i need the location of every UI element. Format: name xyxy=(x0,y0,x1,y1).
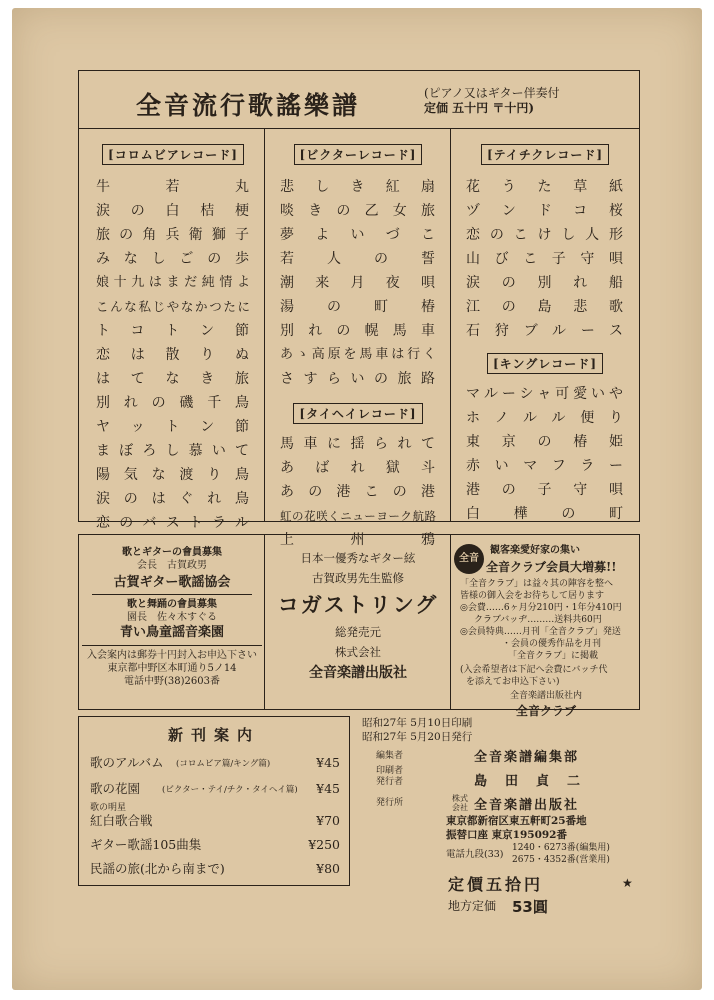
club-badge-fee: クラブバッヂ………送料共60円 xyxy=(474,615,602,625)
victor-label: [ ビクターレコード ] xyxy=(294,144,423,165)
song-item: 港の子守唄 xyxy=(466,482,624,498)
teichiku-column xyxy=(466,144,624,526)
ad-company-type: 株式会社 xyxy=(335,645,381,659)
book-name: 歌のアルバム xyxy=(90,755,164,770)
book-price: ¥80 xyxy=(316,861,340,876)
printer-label: 印刷者 xyxy=(376,766,404,776)
column-divider-1 xyxy=(264,128,265,522)
subtitle-accompaniment: (ピアノ又はギター伴奏付 xyxy=(424,86,560,100)
song-item: トコトン節 xyxy=(96,323,250,339)
club-headline: 全音クラブ会員大増募!! xyxy=(486,560,617,574)
song-item: あばれ獄斗 xyxy=(280,460,436,476)
song-item: 江の島悲歌 xyxy=(466,299,624,315)
phone-label: 電話九段(33) xyxy=(446,849,504,860)
song-item: ホノルル便り xyxy=(466,410,624,426)
title-divider xyxy=(78,128,640,129)
book-name: 歌の花園 xyxy=(90,781,141,796)
teichiku-label: [ テイチクレコード ] xyxy=(481,144,609,165)
song-item: あゝ高原を馬車は行く xyxy=(280,347,436,362)
page-sheet xyxy=(12,8,702,990)
club-fee: ◎会費……6ヶ月分210円・1年分410円 xyxy=(460,603,622,613)
song-item: 恋は散りぬ xyxy=(96,347,250,363)
song-item: 上州鴉 xyxy=(280,532,436,548)
song-item: 啖きの乙女旅 xyxy=(280,203,436,219)
song-item: 夢よいづこ xyxy=(280,227,436,243)
zenon-club-ad xyxy=(454,542,638,719)
publisher-name: 全音楽譜出版社 xyxy=(474,798,580,813)
club-text: 皆様の御入会をお待ちして居ります xyxy=(460,591,605,601)
publish-date: 昭和27年 5月20日発行 xyxy=(362,731,473,743)
club-org: 全音楽譜出版社内 xyxy=(509,691,582,701)
club-benefit: ◎会員特典……月刊「全音クラブ」発送 xyxy=(460,627,621,637)
local-price: 53圓 xyxy=(512,898,548,916)
book-note: (コロムビア篇/キング篇) xyxy=(176,759,271,769)
star-icon: ★ xyxy=(622,876,633,890)
song-item: 涙の別れ船 xyxy=(466,275,624,291)
song-item: さすらいの旅路 xyxy=(280,371,436,387)
ad-association-name: 古賀ギター歌謡協会 xyxy=(113,575,231,590)
ad-inquiry: 入会案内は郵券十円封入お申込下さい xyxy=(87,650,257,661)
publisher-label: 発行所 xyxy=(376,798,404,808)
song-item: 涙のはぐれ鳥 xyxy=(96,491,250,507)
guitar-association-ad xyxy=(82,546,262,688)
song-item: あの港この港 xyxy=(280,484,436,500)
book-price: ¥70 xyxy=(316,813,340,828)
column-divider-2 xyxy=(450,128,451,522)
ad-address: 東京都中野区本町通り5ノ14 xyxy=(107,663,237,674)
song-item: 陽気な渡り鳥 xyxy=(96,467,250,483)
publisher-address: 東京都新宿区東五軒町25番地 xyxy=(446,815,587,827)
koga-string-ad xyxy=(266,548,450,684)
columbia-label: [ コロムビアレコード ] xyxy=(102,144,244,165)
ad-brand: コガストリング xyxy=(277,592,439,617)
printer-name: 島田貞二 xyxy=(474,774,599,789)
song-item: 虹の花咲くニューヨーク航路 xyxy=(280,509,436,523)
columbia-column xyxy=(96,144,250,535)
publisher-account: 振替口座 東京195092番 xyxy=(446,829,567,841)
song-item: 馬車に揺られて xyxy=(280,436,436,452)
print-date: 昭和27年 5月10日印刷 xyxy=(362,717,473,729)
issuer-label: 発行者 xyxy=(376,777,404,787)
club-note: (入会希望者は下記へ会費にバッチ代 xyxy=(460,665,608,675)
song-item: 石狩ブルース xyxy=(466,323,624,339)
song-item: 湯の町椿 xyxy=(280,299,436,315)
new-books-list xyxy=(90,750,340,880)
song-item: 涙の白桔梗 xyxy=(96,203,250,219)
ad-chairman: 会長 古賀政男 xyxy=(137,560,207,571)
song-item: 別れの幌馬車 xyxy=(280,323,436,339)
club-tagline: 観客楽愛好家の集い xyxy=(490,545,580,556)
song-item: 赤いマフラー xyxy=(466,458,624,474)
book-note: (ビクター・テイ/チク・タイヘイ篇) xyxy=(162,785,298,795)
catalog-title: 全音流行歌謠樂譜 xyxy=(136,91,361,120)
king-label: [ キングレコード ] xyxy=(487,353,603,374)
book-name: 紅白歌合戦 xyxy=(90,813,153,828)
song-item: はてなき旅 xyxy=(96,371,250,387)
song-item: 山びこ子守唄 xyxy=(466,251,624,267)
book-item xyxy=(90,802,340,832)
book-price: ¥250 xyxy=(308,837,340,852)
list-price: 定價五拾円 xyxy=(448,875,544,894)
ad-phone: 電話中野(38)2603番 xyxy=(124,676,220,687)
victor-column xyxy=(280,144,436,552)
ad-school-name: 青い鳥童謡音楽園 xyxy=(119,625,224,640)
club-text: 「全音クラブ」は益々其の陣容を整へ xyxy=(460,579,614,589)
ads-divider-1 xyxy=(264,534,265,710)
song-item: 白樺の町 xyxy=(466,506,624,522)
editor-name: 全音楽譜編集部 xyxy=(474,750,580,765)
title-subtitle xyxy=(424,86,560,116)
book-item xyxy=(90,776,340,802)
ad-supervisor: 古賀政男先生監修 xyxy=(312,571,404,585)
song-item: 潮来月夜唄 xyxy=(280,275,436,291)
book-item xyxy=(90,832,340,856)
badge-text: 全音 xyxy=(459,553,479,564)
song-item: まぼろし慕いて xyxy=(96,443,250,459)
ad-member-recruit: 歌とギターの會員募集 xyxy=(122,547,222,558)
ad-company: 全音楽譜出版社 xyxy=(309,665,407,681)
phone-sales: 2675・4352番(営業用) xyxy=(512,855,610,865)
club-name: 全音クラブ xyxy=(515,704,576,718)
book-price: ¥45 xyxy=(316,755,340,770)
song-item: 悲しき紅扇 xyxy=(280,179,436,195)
phone-editorial: 1240・6273番(編集用) xyxy=(512,843,610,853)
book-price: ¥45 xyxy=(316,781,340,796)
song-item: 旅の角兵衛獅子 xyxy=(96,227,250,243)
song-item: ヅンドコ桜 xyxy=(466,203,624,219)
song-item: みなしごの歩 xyxy=(96,251,250,267)
song-item: 牛若丸 xyxy=(96,179,250,195)
song-item: 恋のバストラル xyxy=(96,515,250,531)
ads-divider-2 xyxy=(450,534,451,710)
editor-label: 編集者 xyxy=(376,751,404,761)
club-benefit: ・会員の優秀作品を月刊 xyxy=(502,639,602,649)
book-item xyxy=(90,750,340,776)
song-item: 若人の誓 xyxy=(280,251,436,267)
club-benefit: 「全音クラブ」に掲載 xyxy=(508,651,599,661)
subtitle-price: 定価 五十円 〒十円) xyxy=(424,101,535,115)
song-item: 恋のこけし人形 xyxy=(466,227,624,243)
ad-director: 園長 佐々木すぐる xyxy=(127,612,217,623)
colophon xyxy=(362,716,642,916)
book-name: ギター歌謡105曲集 xyxy=(90,837,202,852)
ad-dance-recruit: 歌と舞踊の會員募集 xyxy=(127,599,217,610)
taihei-label: [ タイヘイレコード ] xyxy=(293,403,422,424)
ad-divider xyxy=(92,594,252,595)
song-item: 別れの磯千鳥 xyxy=(96,395,250,411)
song-item: ヤットン節 xyxy=(96,419,250,435)
ad-distributor: 総発売元 xyxy=(335,625,381,639)
new-books-title: 新刊案内 xyxy=(167,726,260,744)
zenon-badge-icon xyxy=(454,544,484,574)
song-item: マルーシャ可愛いや xyxy=(466,386,624,402)
song-item: こんな私じやなかつたに xyxy=(96,299,250,314)
book-name: 民謡の旅(北から南まで) xyxy=(90,861,225,876)
song-item: 娘十九はまだ純情よ xyxy=(96,275,250,290)
song-item: 東京の椿姫 xyxy=(466,434,624,450)
ad-divider xyxy=(82,645,262,646)
ad-tagline: 日本一優秀なギター絃 xyxy=(300,551,416,565)
book-item xyxy=(90,856,340,880)
publisher-prefix: 株式会社 xyxy=(452,794,468,812)
song-item: 花うた草紙 xyxy=(466,179,624,195)
book-prefix: 歌の明星 xyxy=(90,803,127,813)
club-note: を添えてお申込下さい) xyxy=(466,677,560,687)
local-price-label: 地方定価 xyxy=(448,899,497,913)
